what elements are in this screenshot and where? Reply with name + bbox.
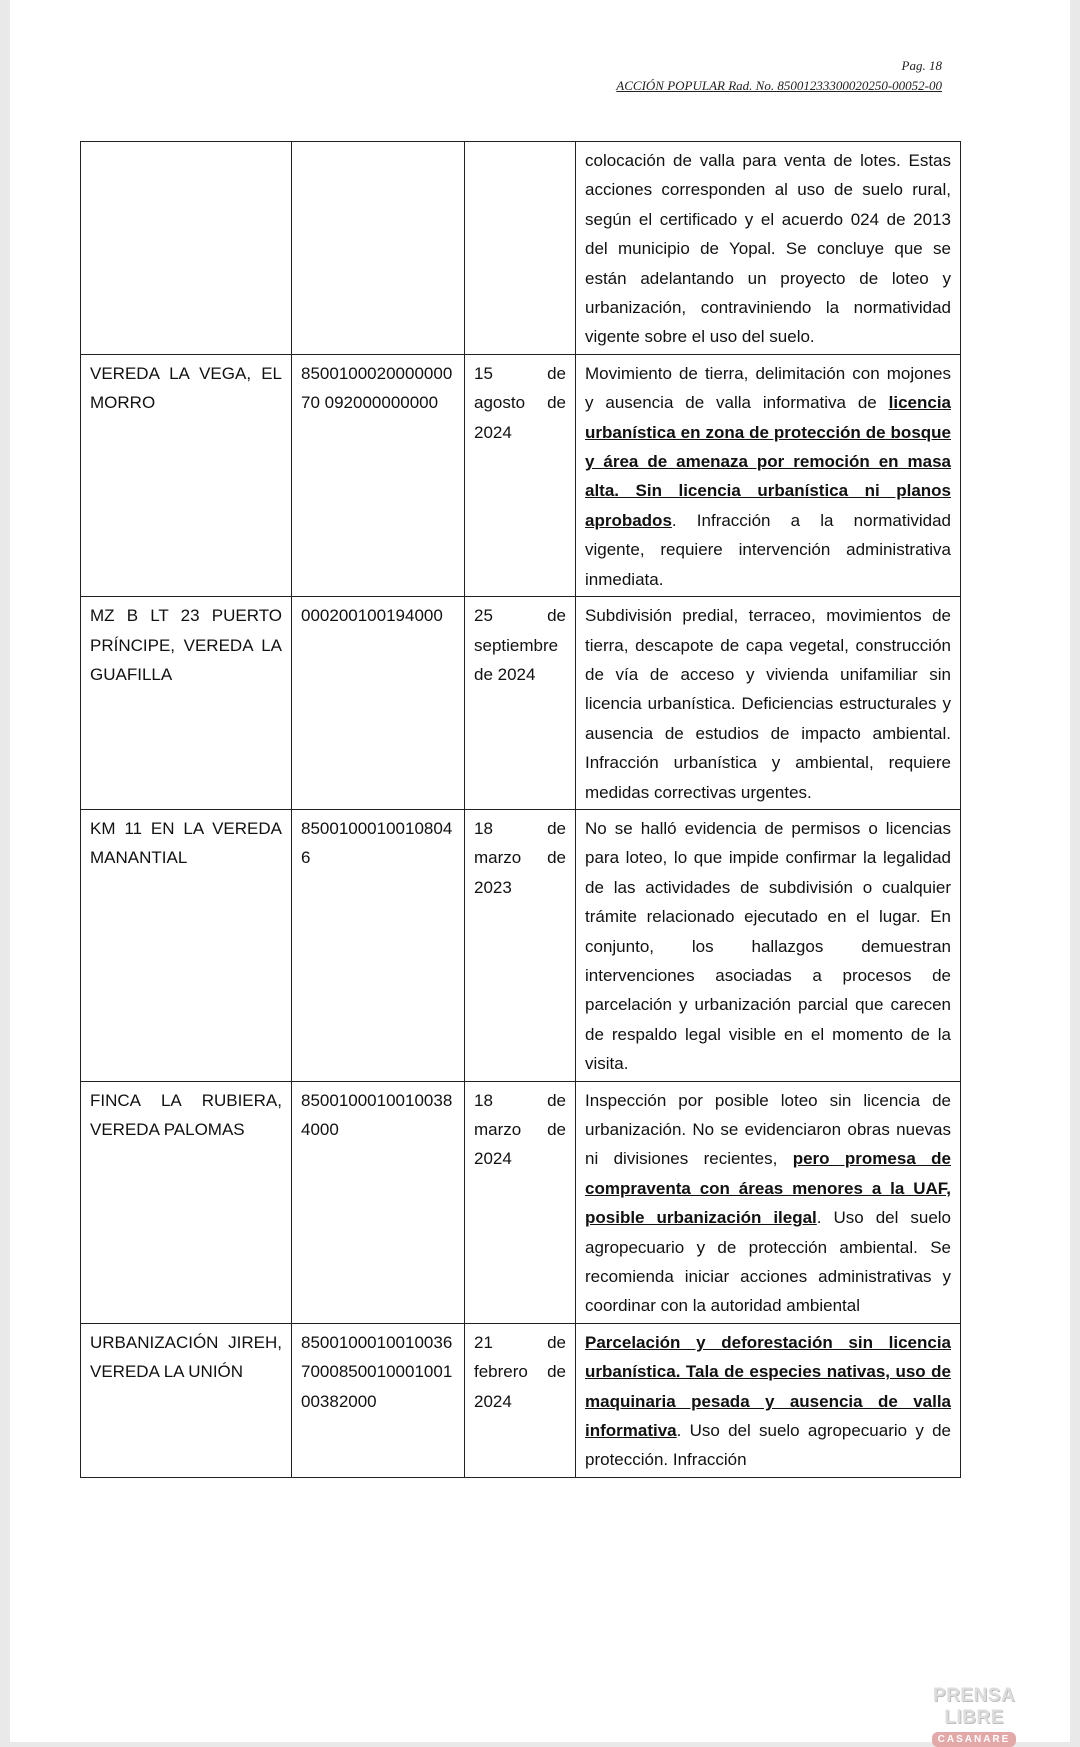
table-row <box>81 809 961 1081</box>
description-cell <box>576 1323 961 1477</box>
description-text: Subdivisión predial, terraceo, movimientos de tierra, descapote de capa vegetal, construcción de vía de acceso y vivienda unifamiliar sin licencia urbanística. Deficiencias estructurales y ausencia de estudios de impacto ambiental. Infracción urbanística y ambiental, requiere medidas correctivas urgentes. <box>585 606 951 802</box>
date-cell: 15 de agosto de 2024 <box>465 354 576 596</box>
cadastral-code-cell: 85001000100108046 <box>292 809 465 1081</box>
description-cell <box>576 142 961 355</box>
cadastral-code-cell: 8500100010010036700085001000100100382000 <box>292 1323 465 1477</box>
table-row <box>81 142 961 355</box>
page-number: Pag. 18 <box>901 58 942 73</box>
cadastral-code-cell: 850010002000000070 092000000000 <box>292 354 465 596</box>
prensa-libre-watermark-logo <box>917 1685 1031 1745</box>
table-row <box>81 1081 961 1323</box>
description-text: . Infracción a la normatividad vigente, requiere intervención administrativa inmediata. <box>585 510 951 589</box>
date-cell: 18 de marzo de 2024 <box>465 1081 576 1323</box>
date-cell: 18 de marzo de 2023 <box>465 809 576 1081</box>
date-cell: 21 de febrero de 2024 <box>465 1323 576 1477</box>
description-cell <box>576 1081 961 1323</box>
document-page <box>10 0 1070 1745</box>
table-row <box>81 354 961 596</box>
location-cell: URBANIZACIÓN JIREH, VEREDA LA UNIÓN <box>81 1323 292 1477</box>
cadastral-code-cell: 000200100194000 <box>292 597 465 810</box>
description-cell <box>576 354 961 596</box>
description-text: Movimiento de tierra, delimitación con mojones y ausencia de valla informativa de <box>585 363 951 413</box>
emphasized-text: licencia urbanística en zona de protección de bosque y área de amenaza por remoción en masa alta. Sin licencia urbanística ni planos aprobados <box>585 393 951 530</box>
case-reference: ACCIÓN POPULAR Rad. No. 85001233300020250-00052-00 <box>616 78 942 93</box>
inspection-table <box>80 141 961 1478</box>
date-cell: 25 de septiembre de 2024 <box>465 597 576 810</box>
description-text: Inspección por posible loteo sin licencia de urbanización. No se evidenciaron obras nuevas ni divisiones recientes, <box>585 1090 951 1169</box>
location-cell: KM 11 EN LA VEREDA MANANTIAL <box>81 809 292 1081</box>
table-row <box>81 597 961 810</box>
description-text: colocación de valla para venta de lotes. Estas acciones corresponden al uso de suelo rural, según el certificado y el acuerdo 024 de 2013 del municipio de Yopal. Se concluye que se están adelantando un proyecto de loteo y urbanización, contraviniendo la normatividad vigente sobre el uso del suelo. <box>585 151 951 347</box>
cadastral-code-cell <box>292 142 465 355</box>
inspection-table-body <box>81 142 961 1478</box>
page-header <box>616 56 942 96</box>
location-cell: FINCA LA RUBIERA, VEREDA PALOMAS <box>81 1081 292 1323</box>
emphasized-text: Parcelación y deforestación sin licencia urbanística. Tala de especies nativas, uso de maquinaria pesada y ausencia de valla informativa <box>585 1332 951 1441</box>
watermark-line1: PRENSA LIBRE <box>932 1685 1016 1728</box>
description-text: No se halló evidencia de permisos o licencias para loteo, lo que impide confirmar la legalidad de las actividades de subdivisión o cualquier trámite relacionado ejecutado en el lugar. En conjunto, los hallazgos demuestran intervenciones asociadas a procesos de parcelación y urbanización parcial que carecen de respaldo legal visible en el momento de la visita. <box>585 818 951 1074</box>
emphasized-text: pero promesa de compraventa con áreas menores a la UAF, posible urbanización ilegal <box>585 1149 951 1228</box>
watermark-line2: CASANARE <box>932 1732 1017 1747</box>
description-text: . Uso del suelo agropecuario y de protección ambiental. Se recomienda iniciar acciones administrativas y coordinar con la autoridad ambiental <box>585 1208 952 1316</box>
table-row <box>81 1323 961 1477</box>
date-cell <box>465 142 576 355</box>
description-text: . Uso del suelo agropecuario y de protección. Infracción <box>585 1421 951 1470</box>
cadastral-code-cell: 85001000100100384000 <box>292 1081 465 1323</box>
description-cell <box>576 809 961 1081</box>
location-cell <box>81 142 292 355</box>
description-cell <box>576 597 961 810</box>
location-cell: MZ B LT 23 PUERTO PRÍNCIPE, VEREDA LA GUAFILLA <box>81 597 292 810</box>
location-cell: VEREDA LA VEGA, EL MORRO <box>81 354 292 596</box>
